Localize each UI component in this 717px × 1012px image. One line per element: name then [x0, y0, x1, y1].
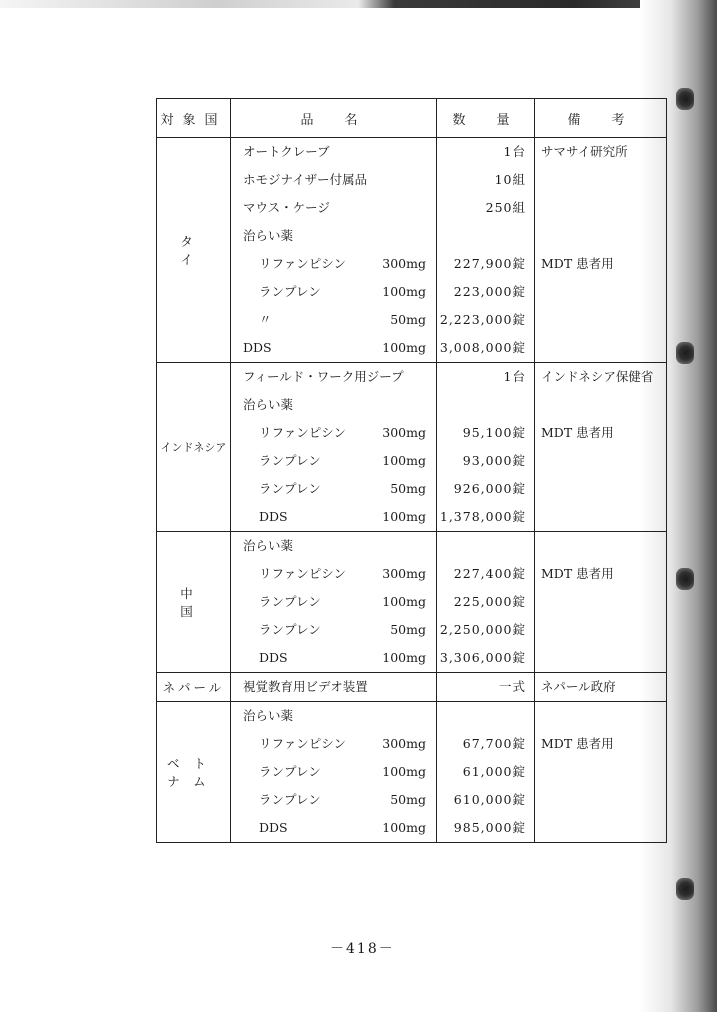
quantity-value: 10組: [494, 172, 526, 187]
item-name: フィールド・ワーク用ジープ: [243, 369, 404, 384]
quantity-value: 3,306,000錠: [439, 650, 526, 665]
item-line: [231, 391, 436, 419]
quantity-value: 61,000錠: [462, 764, 526, 779]
item-dose: [372, 532, 436, 560]
country-cell: タ イ: [157, 138, 231, 363]
note-value: MDT 患者用: [541, 256, 614, 271]
quantity-value: 223,000錠: [453, 284, 526, 299]
note-value: [535, 532, 666, 560]
item-line: [231, 758, 436, 786]
item-line: [231, 419, 436, 447]
item-dose: 50mg: [390, 622, 426, 637]
item-dose: 100mg: [382, 284, 426, 299]
note-value: ネパール政府: [541, 679, 616, 694]
item-line: [231, 138, 436, 166]
quantity-value: [437, 702, 534, 730]
item-dose: 300mg: [382, 736, 426, 751]
item-line: [231, 616, 436, 644]
item-line: [231, 194, 436, 222]
quantity-value: 95,100錠: [462, 425, 526, 440]
item-cell: [231, 702, 437, 843]
quantity-cell: [437, 702, 535, 843]
item-name: オートクレーブ: [243, 144, 330, 159]
item-name: リファンピシン: [259, 736, 346, 751]
note-cell: [535, 673, 667, 702]
item-dose: [372, 138, 436, 166]
item-line: [231, 334, 436, 362]
item-dose: 100mg: [382, 453, 426, 468]
quantity-cell: [437, 138, 535, 363]
item-line: [231, 814, 436, 842]
note-value: [535, 588, 666, 616]
note-value: [535, 306, 666, 334]
item-dose: 100mg: [382, 509, 426, 524]
item-name: ランプレン: [259, 481, 321, 496]
item-line: [231, 702, 436, 730]
note-value: [535, 786, 666, 814]
item-name: DDS: [259, 820, 288, 835]
note-value: サマサイ研究所: [541, 144, 628, 159]
item-cell: [231, 532, 437, 673]
item-line: [231, 278, 436, 306]
item-line: [231, 786, 436, 814]
scan-top-edge: [0, 0, 717, 8]
item-line: [231, 222, 436, 250]
item-name: 治らい薬: [243, 538, 294, 553]
quantity-value: 227,900錠: [453, 256, 526, 271]
item-dose: 300mg: [382, 256, 426, 271]
item-cell: [231, 138, 437, 363]
country-group: [157, 138, 667, 363]
country-cell: ネパール: [157, 673, 231, 702]
item-line: [231, 166, 436, 194]
binding-hole-mark: [676, 342, 694, 364]
item-dose: 100mg: [382, 340, 426, 355]
item-name: ホモジナイザー付属品: [243, 172, 368, 187]
note-cell: [535, 702, 667, 843]
note-value: [535, 644, 666, 672]
item-dose: [372, 194, 436, 222]
country-group: [157, 702, 667, 843]
country-group: [157, 363, 667, 532]
item-line: [231, 532, 436, 560]
note-value: [535, 194, 666, 222]
donation-table: [156, 98, 667, 843]
binding-hole-mark: [676, 878, 694, 900]
item-cell: [231, 363, 437, 532]
quantity-value: [437, 222, 534, 250]
item-name: リファンピシン: [259, 566, 346, 581]
item-dose: [372, 673, 436, 701]
item-name: 治らい薬: [243, 228, 294, 243]
quantity-value: 610,000錠: [453, 792, 526, 807]
quantity-cell: [437, 363, 535, 532]
quantity-value: 93,000錠: [462, 453, 526, 468]
item-name: ランプレン: [259, 622, 321, 637]
item-name: マウス・ケージ: [243, 200, 330, 215]
note-value: [535, 166, 666, 194]
country-cell: インドネシア: [157, 363, 231, 532]
item-dose: 50mg: [390, 481, 426, 496]
note-value: MDT 患者用: [541, 736, 614, 751]
quantity-value: 985,000錠: [453, 820, 526, 835]
table-header-row: [157, 99, 667, 138]
item-name: DDS: [243, 340, 272, 355]
quantity-value: [437, 532, 534, 560]
quantity-value: 926,000錠: [453, 481, 526, 496]
note-cell: [535, 532, 667, 673]
quantity-value: 2,223,000錠: [439, 312, 526, 327]
item-line: [231, 447, 436, 475]
item-name: ランプレン: [259, 792, 321, 807]
note-cell: [535, 138, 667, 363]
item-line: [231, 503, 436, 531]
quantity-value: 3,008,000錠: [439, 340, 526, 355]
note-value: [535, 814, 666, 842]
item-line: [231, 475, 436, 503]
item-name: 〃: [259, 312, 272, 327]
header-quantity: 数 量: [437, 99, 535, 138]
item-dose: 100mg: [382, 594, 426, 609]
note-cell: [535, 363, 667, 532]
item-name: DDS: [259, 509, 288, 524]
item-dose: [372, 222, 436, 250]
note-value: [535, 278, 666, 306]
quantity-value: 227,400錠: [453, 566, 526, 581]
note-value: [535, 447, 666, 475]
item-dose: [372, 391, 436, 419]
note-value: インドネシア保健省: [541, 369, 654, 384]
item-dose: 300mg: [382, 425, 426, 440]
item-name: ランプレン: [259, 453, 321, 468]
country-cell: 中 国: [157, 532, 231, 673]
item-line: [231, 673, 436, 701]
item-name: リファンピシン: [259, 256, 346, 271]
quantity-cell: [437, 673, 535, 702]
item-dose: [404, 363, 436, 391]
item-name: 視覚教育用ビデオ装置: [243, 679, 368, 694]
item-name: ランプレン: [259, 764, 321, 779]
item-name: ランプレン: [259, 594, 321, 609]
quantity-value: 一式: [498, 679, 526, 694]
header-item: 品 名: [231, 99, 437, 138]
quantity-value: 2,250,000錠: [439, 622, 526, 637]
note-value: [535, 503, 666, 531]
quantity-value: 225,000錠: [453, 594, 526, 609]
item-dose: 300mg: [382, 566, 426, 581]
item-name: DDS: [259, 650, 288, 665]
item-dose: 100mg: [382, 764, 426, 779]
item-line: [231, 730, 436, 758]
note-value: MDT 患者用: [541, 566, 614, 581]
item-dose: 50mg: [390, 312, 426, 327]
item-dose: 100mg: [382, 650, 426, 665]
item-dose: 100mg: [382, 820, 426, 835]
header-note: 備 考: [535, 99, 667, 138]
note-value: [535, 758, 666, 786]
item-dose: 50mg: [390, 792, 426, 807]
item-name: 治らい薬: [243, 708, 294, 723]
quantity-value: 1台: [503, 144, 526, 159]
quantity-value: 250組: [485, 200, 526, 215]
binding-hole-mark: [676, 568, 694, 590]
item-dose: [372, 702, 436, 730]
quantity-value: 1台: [503, 369, 526, 384]
note-value: [535, 391, 666, 419]
page-number: －418－: [330, 941, 395, 957]
note-value: [535, 475, 666, 503]
country-group: [157, 532, 667, 673]
note-value: MDT 患者用: [541, 425, 614, 440]
note-value: [535, 616, 666, 644]
item-line: [231, 644, 436, 672]
item-line: [231, 306, 436, 334]
item-cell: [231, 673, 437, 702]
item-name: ランプレン: [259, 284, 321, 299]
quantity-value: 1,378,000錠: [439, 509, 526, 524]
country-group: [157, 673, 667, 702]
note-value: [535, 334, 666, 362]
note-value: [535, 702, 666, 730]
item-line: [231, 250, 436, 278]
item-dose: [372, 166, 436, 194]
item-name: 治らい薬: [243, 397, 294, 412]
quantity-cell: [437, 532, 535, 673]
item-line: [231, 363, 436, 391]
quantity-value: [437, 391, 534, 419]
item-name: リファンピシン: [259, 425, 346, 440]
item-line: [231, 588, 436, 616]
item-line: [231, 560, 436, 588]
header-country: 対象国: [157, 99, 231, 138]
country-cell: ベトナム: [157, 702, 231, 843]
binding-hole-mark: [676, 88, 694, 110]
quantity-value: 67,700錠: [462, 736, 526, 751]
note-value: [535, 222, 666, 250]
